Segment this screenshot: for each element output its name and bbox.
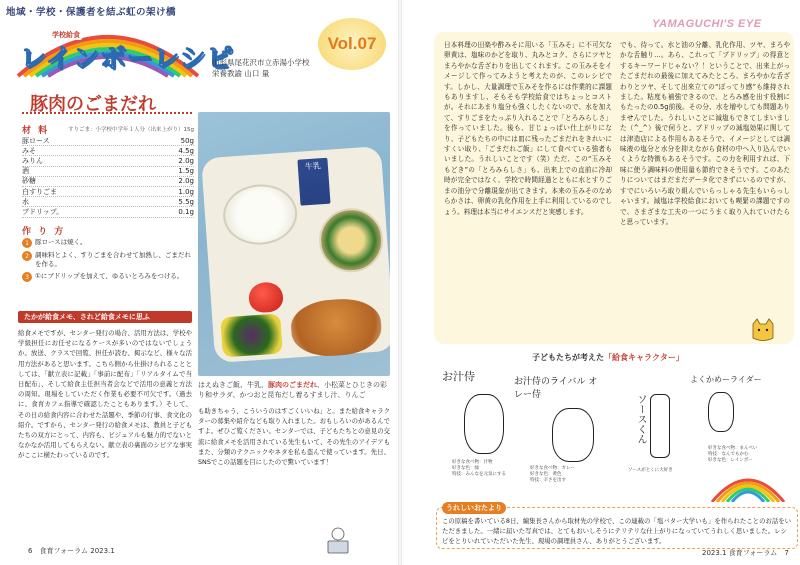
step-item xyxy=(22,238,194,248)
steps-list xyxy=(22,238,194,285)
character-label: よくかめーライダー xyxy=(690,375,762,384)
soup-bowl xyxy=(317,206,385,274)
right-page xyxy=(402,0,800,565)
volume-badge: Vol.07 xyxy=(318,18,386,70)
left-page xyxy=(0,0,398,565)
character-label: お汁侍のライバル オレー侍 xyxy=(514,377,598,400)
characters-title-pre: 子どもたちが考えた xyxy=(532,353,604,362)
characters-title-highlight: 「給食キャラクター」 xyxy=(604,353,684,362)
ingredient-name: 豚ロース xyxy=(22,136,50,145)
ingredient-name: ブドリップ。 xyxy=(22,207,64,216)
ingredient-name: みそ xyxy=(22,146,36,155)
ingredient-row xyxy=(22,197,194,207)
ingredient-row xyxy=(22,177,194,187)
yamaguchi-eye-col2: でも、待って。水と油の分離、乳化作用、ツヤ、まろやかな舌触り…。あら、これって「ブドリップ」の得意とするキーワードじゃない？！ということで、出来上がったごまだれの最後に加えてみたところ、まろやかな舌ざわりとツヤ、そして出来立ての“ぽってり感”も維持されました。粘度も補強できるので、とろみ感を出す役割にもたったの0.5g前後。その分、水を増やしても問題ありませんでした。うれしいことに減塩もできてしまいました（^_^）後で伺うと、ブドリップの減塩効果に関しては津造店による作用もあるそうで、イメージとしては調味液の塩分と水分を抑えながら食材の中へ入り込んでいくような特徴もあるそうです。この力を利用すれば、下味に使う調味料の使用量も節約できそうです。このあたりについてはまだまだデータ化できずにいるのですが、すでにいろいろ取り組んでいらっしゃる先生もいらっしゃいます。減塩は学校給食においても喫緊の課題ですので、さまざまな工夫の一つにうまく取り入れていけたらと思っています。 xyxy=(620,41,790,226)
ingredient-row xyxy=(22,207,194,217)
ingredient-name: 砂糖 xyxy=(22,177,36,186)
step-text: ①にブドリップを加えて、ゆるいとろみをつける。 xyxy=(35,272,184,280)
column-text-left: 給食メモですが、センター発行の場合、活用方法は、学校や学級担任にお任せになるケースが多いのではないでしょうか。放送、クラスで回覧、担任が読む、掲示など、様々な活用方法があると思います。こちら側から仕掛けられることとしては、「献立表に記載」「事前に配布」「リアルタイムで当日配布」、そして給食主任担当者会などで活用の意義と方法の周知。現場をしていただく作業も必要不可欠です。（過去に、食育カフェ指導で確認したこともあります。）そして、その日の給食内容に合わせた話題や、季節の行事、食文化の紹介。ですから、センター発行の給食メモは、教員と子どもたちの双方にとって、内容も、ビジュアルも魅力的でないとなかなか活用してもらえない。献立表の裏面のシビアな事実がここに横たわっているのです。 xyxy=(18,329,192,460)
characters-title xyxy=(532,352,684,363)
ingredient-amount: 50g xyxy=(180,136,194,145)
page-number-right: 7 xyxy=(784,549,789,557)
top-strip: 地域・学校・保護者を結ぶ虹の架け橋 xyxy=(6,7,177,18)
series-title: レインボーレシピ xyxy=(20,44,234,74)
magazine-name-left: 食育フォーラム 2023.1 xyxy=(39,547,115,555)
page-folio-left xyxy=(28,546,115,556)
ingredient-name: 白すりごま xyxy=(22,187,57,196)
character-note: ソースがとくに大好き xyxy=(628,468,673,473)
caption-highlight: 豚肉のごまだれ xyxy=(268,381,317,389)
character-drawing xyxy=(464,394,504,454)
author-info xyxy=(212,57,310,79)
kid-with-laptop-icon xyxy=(320,526,358,556)
step-number: 3 xyxy=(22,272,32,282)
ingredient-name: 水 xyxy=(22,197,29,206)
step-text: 調味料とよく、すりごまを合わせて加熱し、ごまだれを作る。 xyxy=(35,251,191,268)
ingredient-amount: 2.0g xyxy=(178,177,194,186)
ingredient-row xyxy=(22,167,194,177)
ingredients-heading: 材 料 xyxy=(22,126,50,136)
ingredient-amount: 1.0g xyxy=(178,187,194,196)
series-subtitle: 学校給食 xyxy=(52,31,80,39)
step-number: 2 xyxy=(22,251,32,261)
character-label: お汁侍 xyxy=(442,370,475,383)
ingredients-table xyxy=(22,136,194,218)
milk-carton: 牛乳 xyxy=(297,158,330,206)
column-title: たかが給食メモ、されど給食メモに思ふ xyxy=(18,311,192,323)
meal-photo xyxy=(198,112,390,376)
tomato xyxy=(248,281,284,313)
character-drawing xyxy=(650,394,670,458)
ingredient-row xyxy=(22,156,194,166)
magazine-name-right: 2023.1 食育フォーラム xyxy=(702,549,778,557)
author-name: 栄養教諭 山口 量 xyxy=(212,69,270,78)
cat-icon xyxy=(750,318,776,342)
ingredient-row xyxy=(22,187,194,197)
pork-with-sesame-sauce xyxy=(289,296,383,358)
yamaguchi-eye-heading: YAMAGUCHI'S EYE xyxy=(652,18,762,30)
ingredient-row xyxy=(22,146,194,156)
ingredient-amount: 0.1g xyxy=(178,207,194,216)
ingredient-amount: 2.0g xyxy=(178,156,194,165)
letters-text: この原稿を書いている8日、編集長さんから取材先の学校で、この連載の「塩バター大学いも」を作られたことのお話をいただきました。一緒に届いた写真では、とてもおいしそうにテリテリな仕上がりになっていてうれしく思いました。レシピをとりいれていただいた先生、現場の調理員さん、ありがとうございます。 xyxy=(442,517,792,545)
rice-bowl xyxy=(221,182,299,247)
step-item xyxy=(22,272,194,282)
salad xyxy=(220,313,283,357)
character-note: 好きな食べ物：カレー 好きな色：黄色 特技：辛さを出す xyxy=(530,466,575,483)
step-text: 豚ロースは焼く。 xyxy=(35,238,87,246)
ingredient-amount: 1.5g xyxy=(178,167,194,176)
page-number-left: 6 xyxy=(28,547,33,555)
school-name: 山形県尾花沢市立赤湯小学校 xyxy=(212,58,310,67)
character-drawing xyxy=(552,408,594,462)
letters-tag: うれしいおたより xyxy=(442,502,506,514)
ingredient-amount: 4.5g xyxy=(178,146,194,155)
yamaguchi-eye-col1: 日本料理の田楽や酢みそに用いる「玉みそ」に不可欠な卵黄は、塩味のかどを取り、丸みとコク、さらにツヤとまろやかな舌ざわりを出してくれます。この玉みそをイメージして作ってみようと考えたのが、このレシピです。しかし、大量調理で玉みそを作るには作業的に課題もありますし、そもそも学校給食ではちょっとコストが。それにあまり塩分も強くしたくないので、水を加えて、すりごまをたっぷり入れることで「とろみらしさ」を作っていました。後も、甘じょっぱい仕上がりになり、子どもたちの中には皿に残ったごまだれをきれいにすくい取り、「ごまだれご飯」にして食べている強者もいました。うれしいことです（笑）ただ、この“玉みそもどき”の「とろみらしさ」も、出来上での直前に冷却時が完全ではなく、学校で時間経過とともに水とすりごまの油分で分離現象が出てきます。本来の玉みそのなめらかさは、卵黄の乳化作用を上手に利用しているのでしょう。料理は本当にサイエンスだと実感します。 xyxy=(444,41,612,216)
ingredient-name: みりん xyxy=(22,156,43,165)
recipe-title: 豚肉のごまだれ xyxy=(30,94,156,115)
ingredient-name: 酒 xyxy=(22,167,29,176)
tray xyxy=(201,146,390,363)
step-number: 1 xyxy=(22,238,32,248)
caption-pre: はえぬきご飯、牛乳、 xyxy=(198,381,268,389)
rainbow-icon xyxy=(708,462,788,502)
character-note: 好きな食べ物：まんぺい 特技：なんでもかむ 好きな色：レインボー xyxy=(708,446,758,463)
caption-post: 、小松菜とひじきの彩り和サラダ、かつおと昆布だし着るすまし汁、りんご xyxy=(198,381,387,399)
character-drawing xyxy=(708,392,734,432)
photo-caption xyxy=(198,380,390,400)
step-item xyxy=(22,251,194,269)
column-text-middle: も助きちゃう、こういうのはすごくいいね」と。また給食キャラクターの募集や紹介なども取り入れました。おもしろいのがあるんですよ。ぜひご覧ください。センターでは、子どもたちとの意見の交流に給食メモを活用されている先生もいて、その先生のアイデアもまた、分類のテクニックやネタを私も盗んで使っています。先日、SNSでこの話題を目にしたので驚いています！ xyxy=(198,407,390,467)
page-folio-right xyxy=(702,548,789,558)
character-note: 好きな食べ物：汁物 好きな色：緑 特技：みんなを元気にする xyxy=(452,460,506,477)
steps-heading: 作 り 方 xyxy=(22,227,66,237)
character-label: ソースくん xyxy=(635,394,646,444)
ingredient-amount: 5.5g xyxy=(178,197,194,206)
ingredient-row xyxy=(22,136,194,146)
ingredients-note: すりごま：小学校中学年１人分（出来上がり）15g xyxy=(68,127,194,133)
